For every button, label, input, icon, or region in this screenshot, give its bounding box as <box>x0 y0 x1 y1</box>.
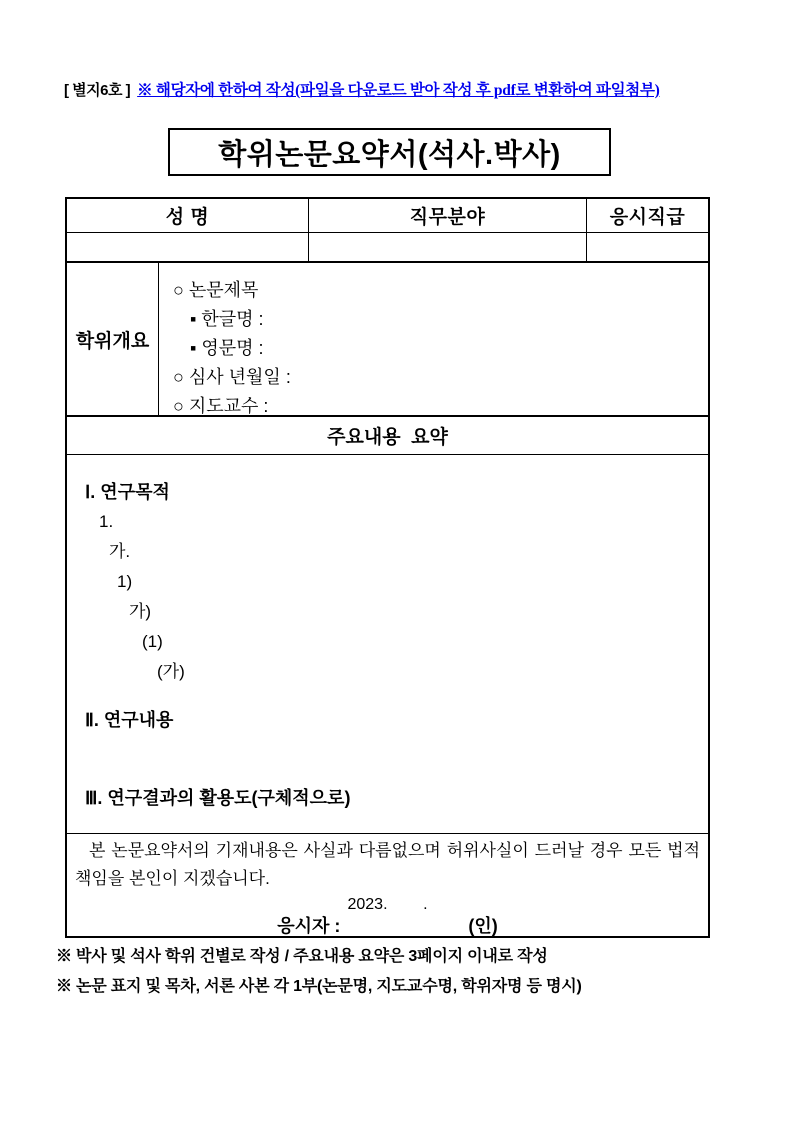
info-header-row <box>67 199 708 233</box>
outline-section-3: Ⅲ. 연구결과의 활용도(구체적으로) <box>85 788 351 808</box>
declaration-text: 본 논문요약서의 기재내용은 사실과 다름없으며 허위사실이 드러날 경우 모든 법적 책임을 본인이 지겠습니다. <box>75 841 700 888</box>
outline-level-1: 1. <box>99 512 114 531</box>
overview-item-korean-title: ▪ 한글명 : <box>190 309 264 329</box>
footer-note-2: ※ 논문 표지 및 목차, 서론 사본 각 1부(논문명, 지도교수명, 학위자명 등 명시) <box>56 978 582 995</box>
thesis-summary-table <box>65 197 710 938</box>
name-value-cell <box>67 233 309 261</box>
col-header-job-field: 직무분야 <box>309 199 587 232</box>
exam-grade-value-cell <box>587 233 708 261</box>
outline-section-1: Ⅰ. 연구목적 <box>85 482 170 502</box>
overview-item-thesis-title: ○ 논문제목 <box>173 280 259 300</box>
form-designation-line <box>64 78 660 100</box>
applicant-signature-line <box>75 915 700 937</box>
degree-overview-label: 학위개요 <box>67 263 159 415</box>
outline-level-3: 1) <box>117 572 133 591</box>
degree-overview-row <box>67 263 708 417</box>
attachment-number-label: [ 별지6호 ] <box>64 82 131 99</box>
overview-item-review-date: ○ 심사 년월일 : <box>173 367 291 387</box>
outline-level-6: (가) <box>157 662 185 681</box>
footer-notes <box>56 942 582 1002</box>
outline-section-2: Ⅱ. 연구내용 <box>85 710 174 730</box>
col-header-exam-grade: 응시직급 <box>609 207 686 228</box>
info-value-row <box>67 233 708 263</box>
summary-section-header: 주요내용 요약 <box>67 417 708 455</box>
footer-note-1: ※ 박사 및 석사 학위 건별로 작성 / 주요내용 요약은 3페이지 이내로 작성 <box>56 948 548 965</box>
job-field-value-cell <box>309 233 587 261</box>
document-title-box <box>168 128 611 176</box>
outline-level-5: (1) <box>142 632 163 651</box>
seal-label: (인) <box>468 916 498 936</box>
degree-overview-content <box>159 263 708 415</box>
declaration-date: 2023. . <box>347 896 428 913</box>
overview-item-advisor: ○ 지도교수 : <box>173 396 269 416</box>
fill-instruction-link[interactable]: ※ 해당자에 한하여 작성(파일을 다운로드 받아 작성 후 pdf로 변환하여 파일첨부) <box>137 82 660 99</box>
outline-level-4: 가) <box>129 602 152 621</box>
overview-item-english-title: ▪ 영문명 : <box>190 338 264 358</box>
summary-content-area <box>67 455 708 834</box>
outline-level-2: 가. <box>109 542 131 561</box>
declaration-block <box>67 834 708 934</box>
document-title: 학위논문요약서(석사.박사) <box>218 138 561 171</box>
applicant-label: 응시자 : <box>277 916 341 936</box>
col-header-name: 성 명 <box>67 199 309 232</box>
